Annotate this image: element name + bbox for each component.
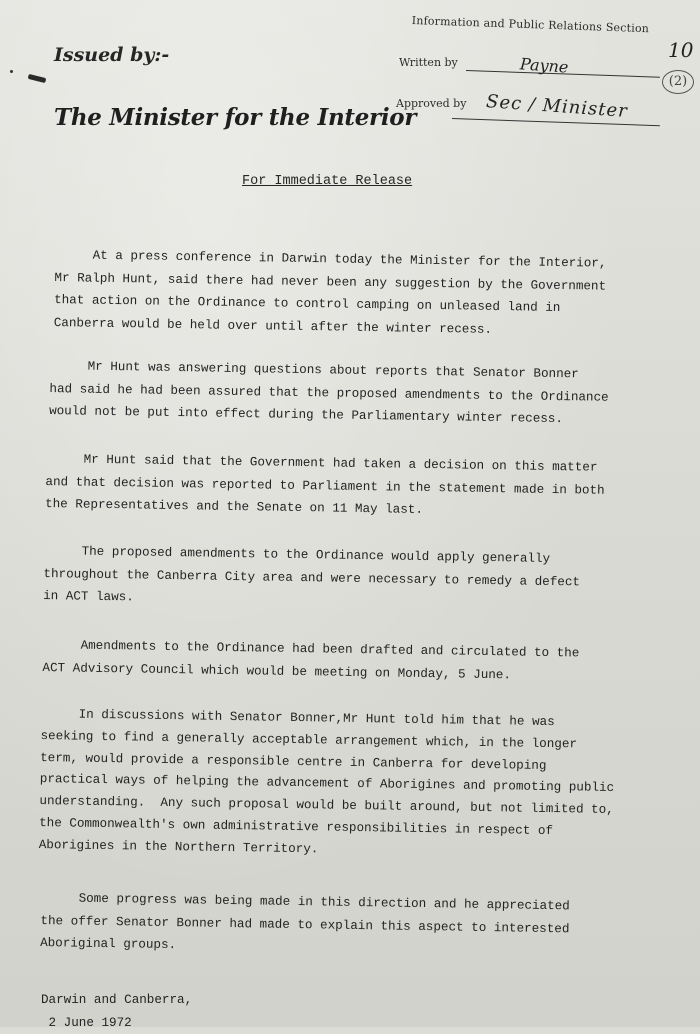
paragraph-6 xyxy=(39,704,616,866)
written-by-label: Written by xyxy=(399,56,458,69)
paragraph-line: practical ways of helping the advancement of Aborigines and promoting public xyxy=(39,772,615,796)
paragraph-1 xyxy=(54,244,607,343)
ink-dot xyxy=(10,70,13,73)
issued-by-label: Issued by:- xyxy=(54,44,170,66)
written-by-signature: Payne xyxy=(519,54,570,77)
paragraph-line: would not be put into effect during the Parliamentary winter recess. xyxy=(49,404,564,427)
paragraph-line: Mr Hunt said that the Government had taken a decision on this matter xyxy=(45,451,598,475)
paragraph-line: Mr Hunt was answering questions about reports that Senator Bonner xyxy=(49,358,579,382)
paragraph-line: Mr Ralph Hunt, said there had never been any suggestion by the Government xyxy=(54,270,607,294)
paragraph-line: In discussions with Senator Bonner,Mr Hunt told him that he was xyxy=(40,706,555,730)
paragraph-line: the Representatives and the Senate on 11 May last. xyxy=(45,497,424,518)
paragraph-line: understanding. Any such proposal would be built around, but not limited to, xyxy=(39,794,614,818)
section-heading: Information and Public Relations Section xyxy=(411,14,650,36)
paragraph-line: Canberra would be held over until after the winter recess. xyxy=(53,315,493,337)
paragraph-line: Aborigines in the Northern Territory. xyxy=(38,837,319,857)
dateline xyxy=(41,989,192,1034)
paragraph-line: Some progress was being made in this direction and he appreciated xyxy=(40,890,570,914)
paragraph-line: Aboriginal groups. xyxy=(40,936,177,953)
paragraph-line: term, would provide a responsible centre in Canberra for developing xyxy=(40,750,547,773)
paragraph-4 xyxy=(43,540,581,616)
dateline-date: 2 June 1972 xyxy=(41,1015,132,1030)
paragraph-line: Amendments to the Ordinance had been drafted and circulated to the xyxy=(42,637,580,661)
paragraph-5 xyxy=(42,634,579,688)
paragraph-line: the Commonwealth's own administrative responsibilities in respect of xyxy=(39,815,554,839)
paragraph-2 xyxy=(49,355,609,432)
approved-by-line xyxy=(452,118,660,126)
paragraph-line: At a press conference in Darwin today the Minister for the Interior, xyxy=(54,247,607,271)
release-heading: For Immediate Release xyxy=(242,174,413,189)
paragraph-line: that action on the Ordinance to control camping on unleased land in xyxy=(54,293,561,316)
paragraph-line: seeking to find a generally acceptable arrangement which, in the longer xyxy=(40,728,578,752)
minister-title: The Minister for the Interior xyxy=(54,104,417,131)
paragraph-line: and that decision was reported to Parliament in the statement made in both xyxy=(45,474,605,498)
approved-by-label: Approved by xyxy=(396,97,467,110)
folio-sub-annotation: (2) xyxy=(662,70,694,94)
paragraph-7 xyxy=(40,887,570,963)
margin-pen-mark xyxy=(28,74,47,83)
paragraph-line: ACT Advisory Council which would be meeting on Monday, 5 June. xyxy=(42,660,512,682)
paragraph-3 xyxy=(45,448,605,525)
dateline-place: Darwin and Canberra, xyxy=(41,993,193,1007)
folio-annotation: 10 xyxy=(668,38,694,62)
approved-by-signature: Sec / Minister xyxy=(485,91,629,122)
paragraph-line: The proposed amendments to the Ordinance would apply generally xyxy=(43,543,551,566)
paragraph-line: had said he had been assured that the proposed amendments to the Ordinance xyxy=(49,381,609,405)
paragraph-line: in ACT laws. xyxy=(43,589,134,605)
paragraph-line: the offer Senator Bonner had made to explain this aspect to interested xyxy=(40,913,570,936)
paragraph-line: throughout the Canberra City area and were necessary to remedy a defect xyxy=(43,566,581,590)
